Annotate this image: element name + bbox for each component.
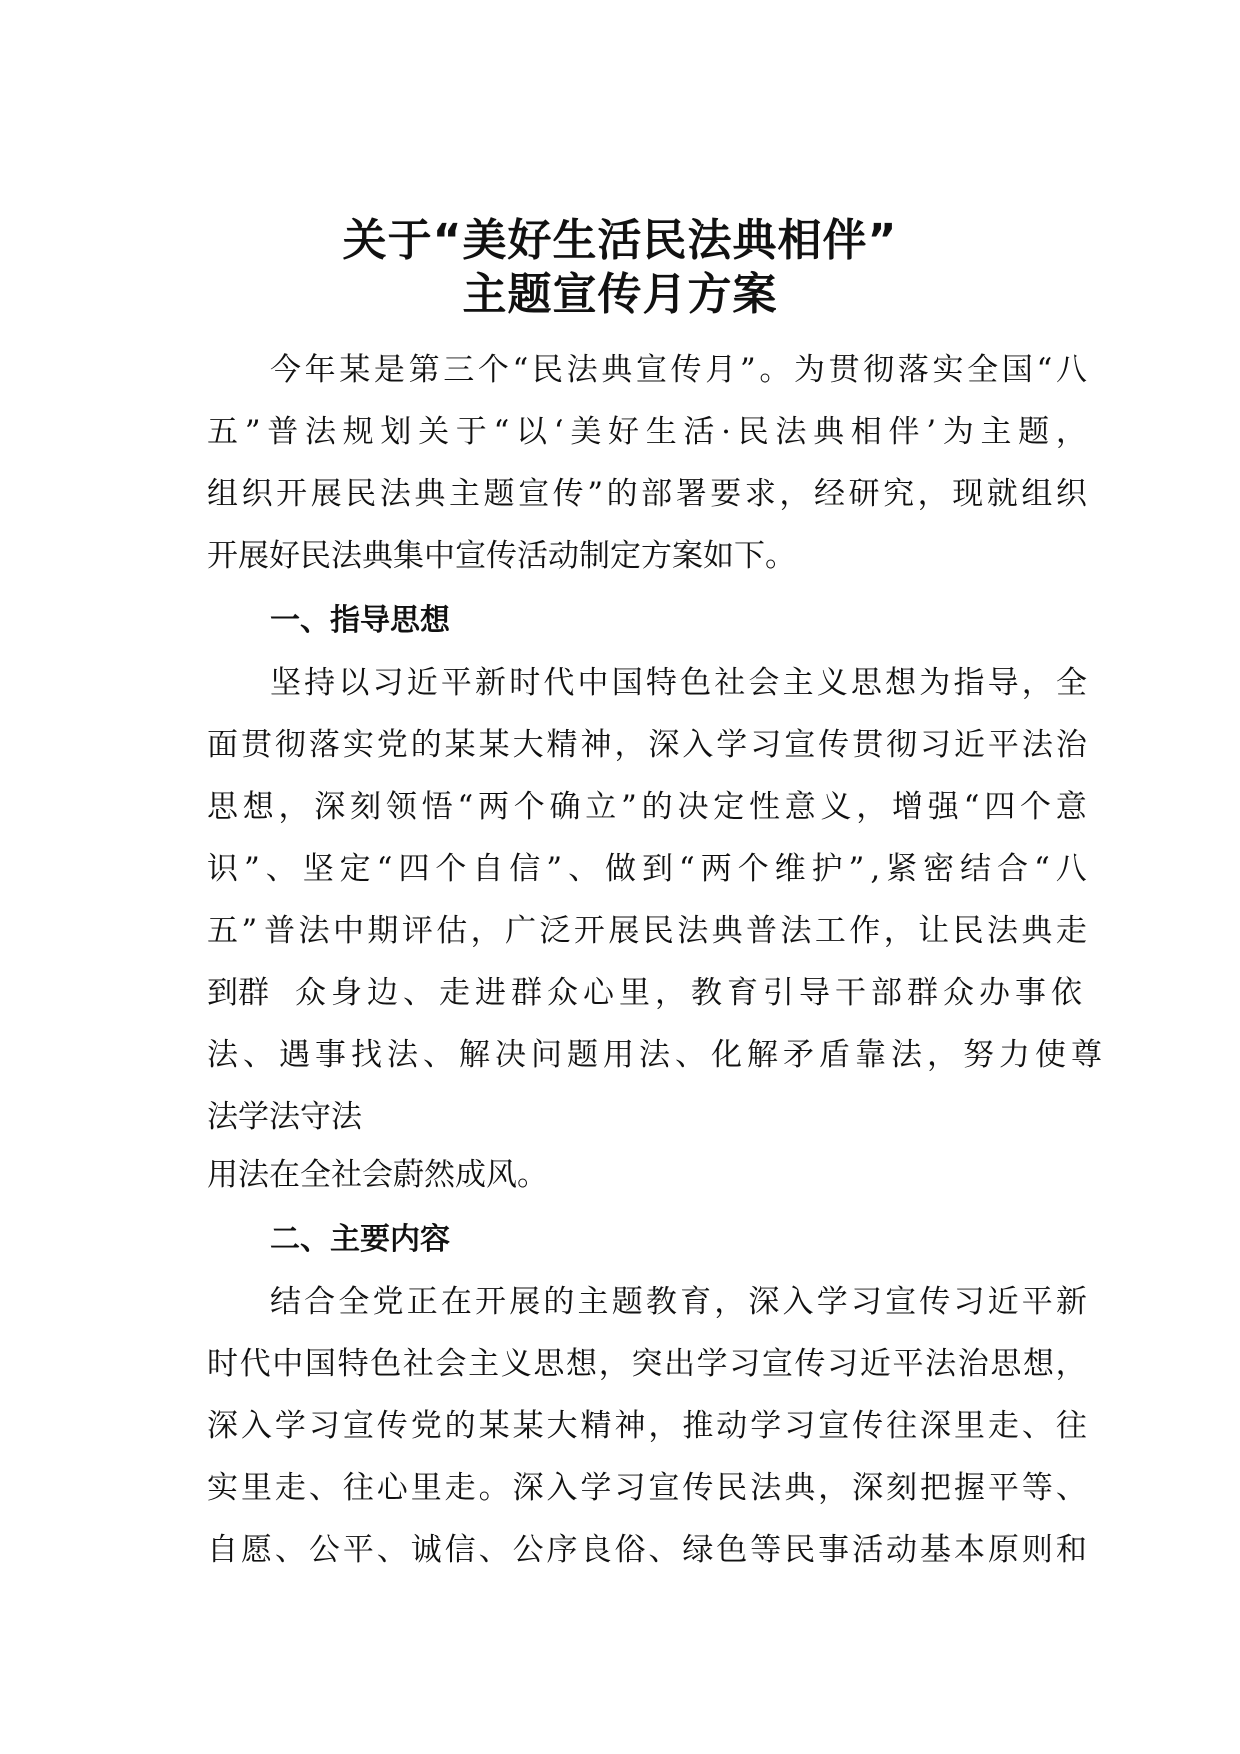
section1-line-6: [207, 964, 1087, 1022]
section1-line-4: 识 ” 、 坚 定 “ 四 个 自 信 ” 、 做 到 “ 两 个 维 护 ” , 紧 密 结 合 “ 八: [207, 851, 1087, 887]
section2-line-5: 自 愿 、 公 平 、 诚 信 、 公 序 良 俗 、 绿 色 等 民 事 活 动 基 本 原 则 和: [207, 1532, 1087, 1568]
section1-line-1: 坚 持 以 习 近 平 新 时 代 中 国 特 色 社 会 主 义 思 想 为 指 导 ， 全: [270, 665, 1087, 701]
section1-line-7-start: 法、遇事: [207, 1037, 351, 1073]
document-title-line-2: 主题宣传月方案: [462, 269, 778, 320]
intro-line-2: 五 ” 普 法 规 划 关 于 “ 以 ‘ 美 好 生 活 · 民 法 典 相 伴 ’ 为 主 题 ，: [207, 414, 1087, 450]
section2-line-2: 时 代 中 国 特 色 社 会 主 义 思 想 ， 突 出 学 习 宣 传 习 近 平 法 治 思 想 ，: [207, 1346, 1087, 1382]
section1-line-7: [207, 1026, 1107, 1084]
section-heading-2: 二、主要内容: [270, 1222, 450, 1257]
section2-line-1: 结 合 全 党 正 在 开 展 的 主 题 教 育 ， 深 入 学 习 宣 传 习 近 平 新: [270, 1284, 1087, 1320]
intro-line-1: 今 年 某 是 第 三 个 “ 民 法 典 宣 传 月 ” 。 为 贯 彻 落 实 全 国 “ 八: [270, 352, 1087, 388]
document-title-line-1: 关于“美好生活民法典相伴”: [342, 215, 898, 266]
section1-line-2: 面 贯 彻 落 实 党 的 某 某 大 精 神 ， 深 入 学 习 宣 传 贯 彻 习 近 平 法 治: [207, 727, 1087, 763]
section1-line-3: 思 想 ， 深 刻 领 悟 “ 两 个 确 立 ” 的 决 定 性 意 义 ， 增 强 “ 四 个 意: [207, 789, 1087, 825]
section1-line-8: 法学法守法: [207, 1099, 362, 1135]
intro-line-4: 开展好民法典集中宣传活动制定方案如下。: [207, 538, 796, 574]
section2-line-3: 深 入 学 习 宣 传 党 的 某 某 大 精 神 ， 推 动 学 习 宣 传 往 深 里 走 、 往: [207, 1408, 1087, 1444]
section1-line-7-end: 找法、解决问题用法、化解矛盾靠法，努力使尊: [351, 1037, 1107, 1073]
section1-line-5: 五 ” 普 法 中 期 评 估 ， 广 泛 开 展 民 法 典 普 法 工 作 ， 让 民 法 典 走: [207, 913, 1087, 949]
section1-line-6-end: 众身边、走进群众心里，教育引导干部群众办事依: [295, 975, 1087, 1011]
section1-line-9: 用法在全社会蔚然成风。: [207, 1157, 548, 1193]
section2-line-4: 实 里 走 、 往 心 里 走 。 深 入 学 习 宣 传 民 法 典 ， 深 刻 把 握 平 等 、: [207, 1470, 1087, 1506]
section-heading-1: 一、指导思想: [270, 603, 450, 638]
intro-line-3: 组 织 开 展 民 法 典 主 题 宣 传 ” 的 部 署 要 求 ， 经 研 究 ， 现 就 组 织: [207, 476, 1087, 512]
section1-line-6-start: 到群: [207, 975, 269, 1011]
